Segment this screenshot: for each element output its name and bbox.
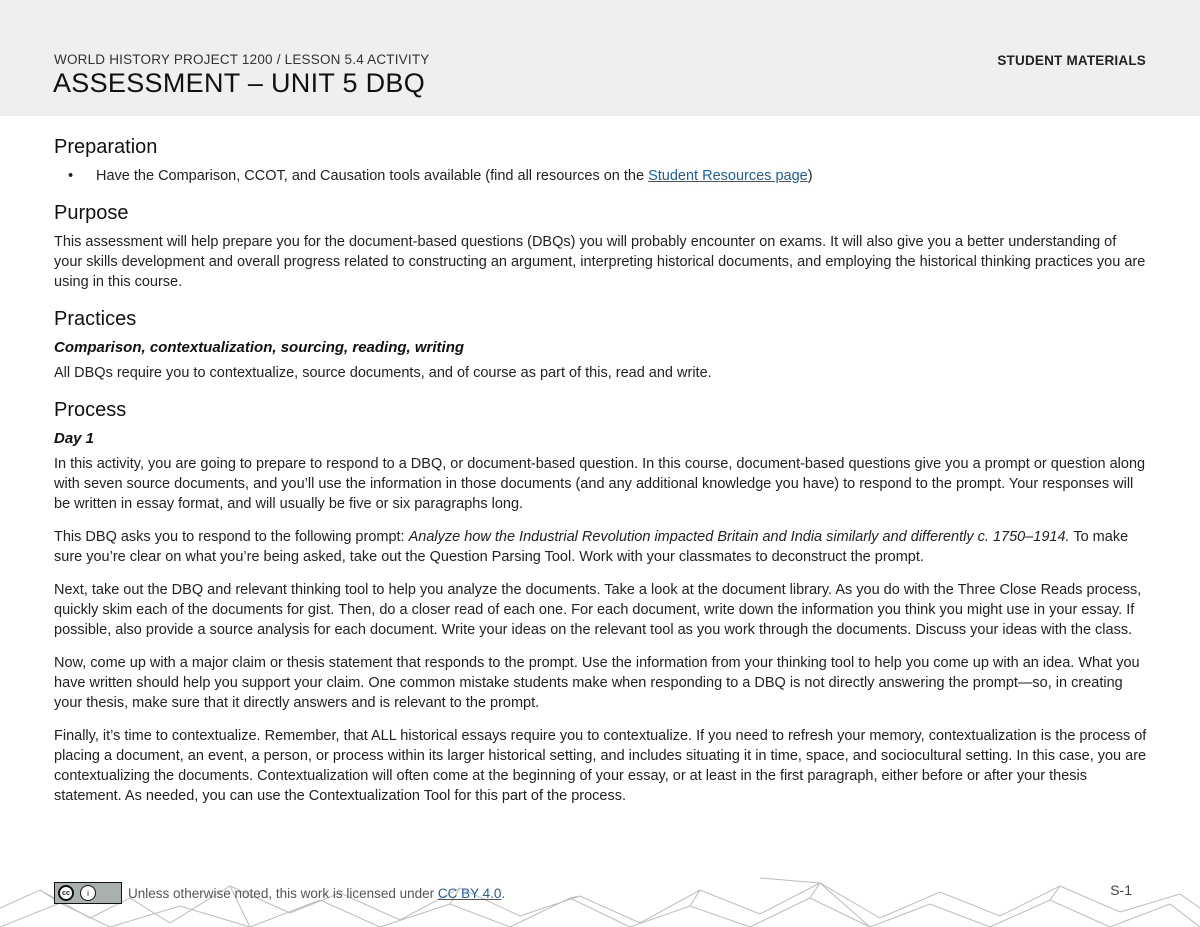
practices-heading: Practices (54, 308, 137, 330)
page-title: ASSESSMENT – UNIT 5 DBQ (53, 68, 426, 98)
practices-body: All DBQs require you to contextualize, source documents, and of course as part of this, read and write. (54, 365, 712, 381)
preparation-bullet-text: Have the Comparison, CCOT, and Causation tools available (find all resources on the (96, 168, 649, 184)
license-lead: Unless otherwise noted, this work is licensed under (128, 886, 438, 901)
lesson-kicker: WORLD HISTORY PROJECT 1200 / LESSON 5.4 ACTIVITY (54, 52, 430, 67)
attribution-icon: i (80, 885, 96, 901)
student-materials-label: STUDENT MATERIALS (997, 53, 1146, 68)
main-content (54, 134, 1148, 820)
process-heading: Process (54, 399, 127, 421)
preparation-section (54, 134, 1148, 186)
process-paragraph-4: Now, come up with a major claim or thesis statement that responds to the prompt. Use the information from your thinking tool to help you come up with an idea. What you have written should help you support your claim. One common mistake students make when responding to a DBQ is not directly answering the prompt—so, in creating your thesis, make sure that it directly answers and is relevant to the prompt. (54, 655, 1140, 711)
page-footer (0, 868, 1200, 927)
license-text (128, 886, 505, 901)
preparation-list (54, 166, 1148, 186)
purpose-heading: Purpose (54, 202, 129, 224)
cc-icon: cc (58, 885, 74, 901)
purpose-section (54, 200, 1148, 292)
cc-license-badge (54, 882, 122, 904)
process-paragraph-5: Finally, it’s time to contextualize. Remember, that ALL historical essays require you to contextualize. If you need to refresh your memory, contextualization is the process of placing a document, an event, a person, or process within its larger historical setting, and includes situating it in time, space, and sociocultural setting. In this case, you are contextualizing the documents. Contextualization will often come at the beginning of your essay, or at least in the first paragraph, either before or after your thesis statement. As needed, you can use the Contextualization Tool for this part of the process. (54, 728, 1147, 804)
page-number: S-1 (1110, 882, 1132, 898)
day-label: Day 1 (54, 430, 95, 447)
student-resources-link[interactable]: Student Resources page (648, 168, 808, 184)
cc-by-link[interactable]: CC BY 4.0 (437, 886, 502, 901)
prompt-rest: To make sure you’re clear on what you’re being asked, take out the Question Parsing Tool. Work with your classmates to deconstruct the prompt. (54, 529, 1129, 565)
preparation-bullet-end: ) (807, 168, 813, 184)
practices-subheading: Comparison, contextualization, sourcing, reading, writing (54, 339, 465, 356)
process-paragraph-3: Next, take out the DBQ and relevant thinking tool to help you analyze the documents. Take a look at the document library. As you do with the Three Close Reads process, quickly skim each of the documents for gist. Then, do a closer read of each one. For each document, write down the information you think you might use in your essay. If possible, also provide a source analysis for each document. Write your ideas on the relevant tool as you work through the documents. Discuss your ideas with the class. (54, 582, 1142, 638)
purpose-body: This assessment will help prepare you for the document-based questions (DBQs) you will probably encounter on exams. It will also give you a better understanding of your skills development and overall progress related to constructing an argument, interpreting historical documents, and employing the historical thinking practices you are using in this course. (54, 234, 1146, 290)
page-header (0, 0, 1200, 116)
preparation-heading: Preparation (54, 136, 158, 158)
license-end: . (501, 886, 506, 901)
dbq-prompt: Analyze how the Industrial Revolution impacted Britain and India similarly and differently c. 1750–1914. (408, 529, 1070, 545)
process-paragraph-1: In this activity, you are going to prepare to respond to a DBQ, or document-based question. In this course, document-based questions give you a prompt or question along with seven source documents, and you’ll use the information in those documents (and any additional knowledge you have) to respond to the prompt. Your responses will be written in essay format, and will usually be five or six paragraphs long. (54, 456, 1146, 512)
process-section (54, 397, 1148, 806)
process-paragraph-2 (54, 527, 1148, 567)
practices-section (54, 306, 1148, 383)
list-item (54, 166, 1148, 186)
prompt-lead: This DBQ asks you to respond to the following prompt: (54, 529, 409, 545)
